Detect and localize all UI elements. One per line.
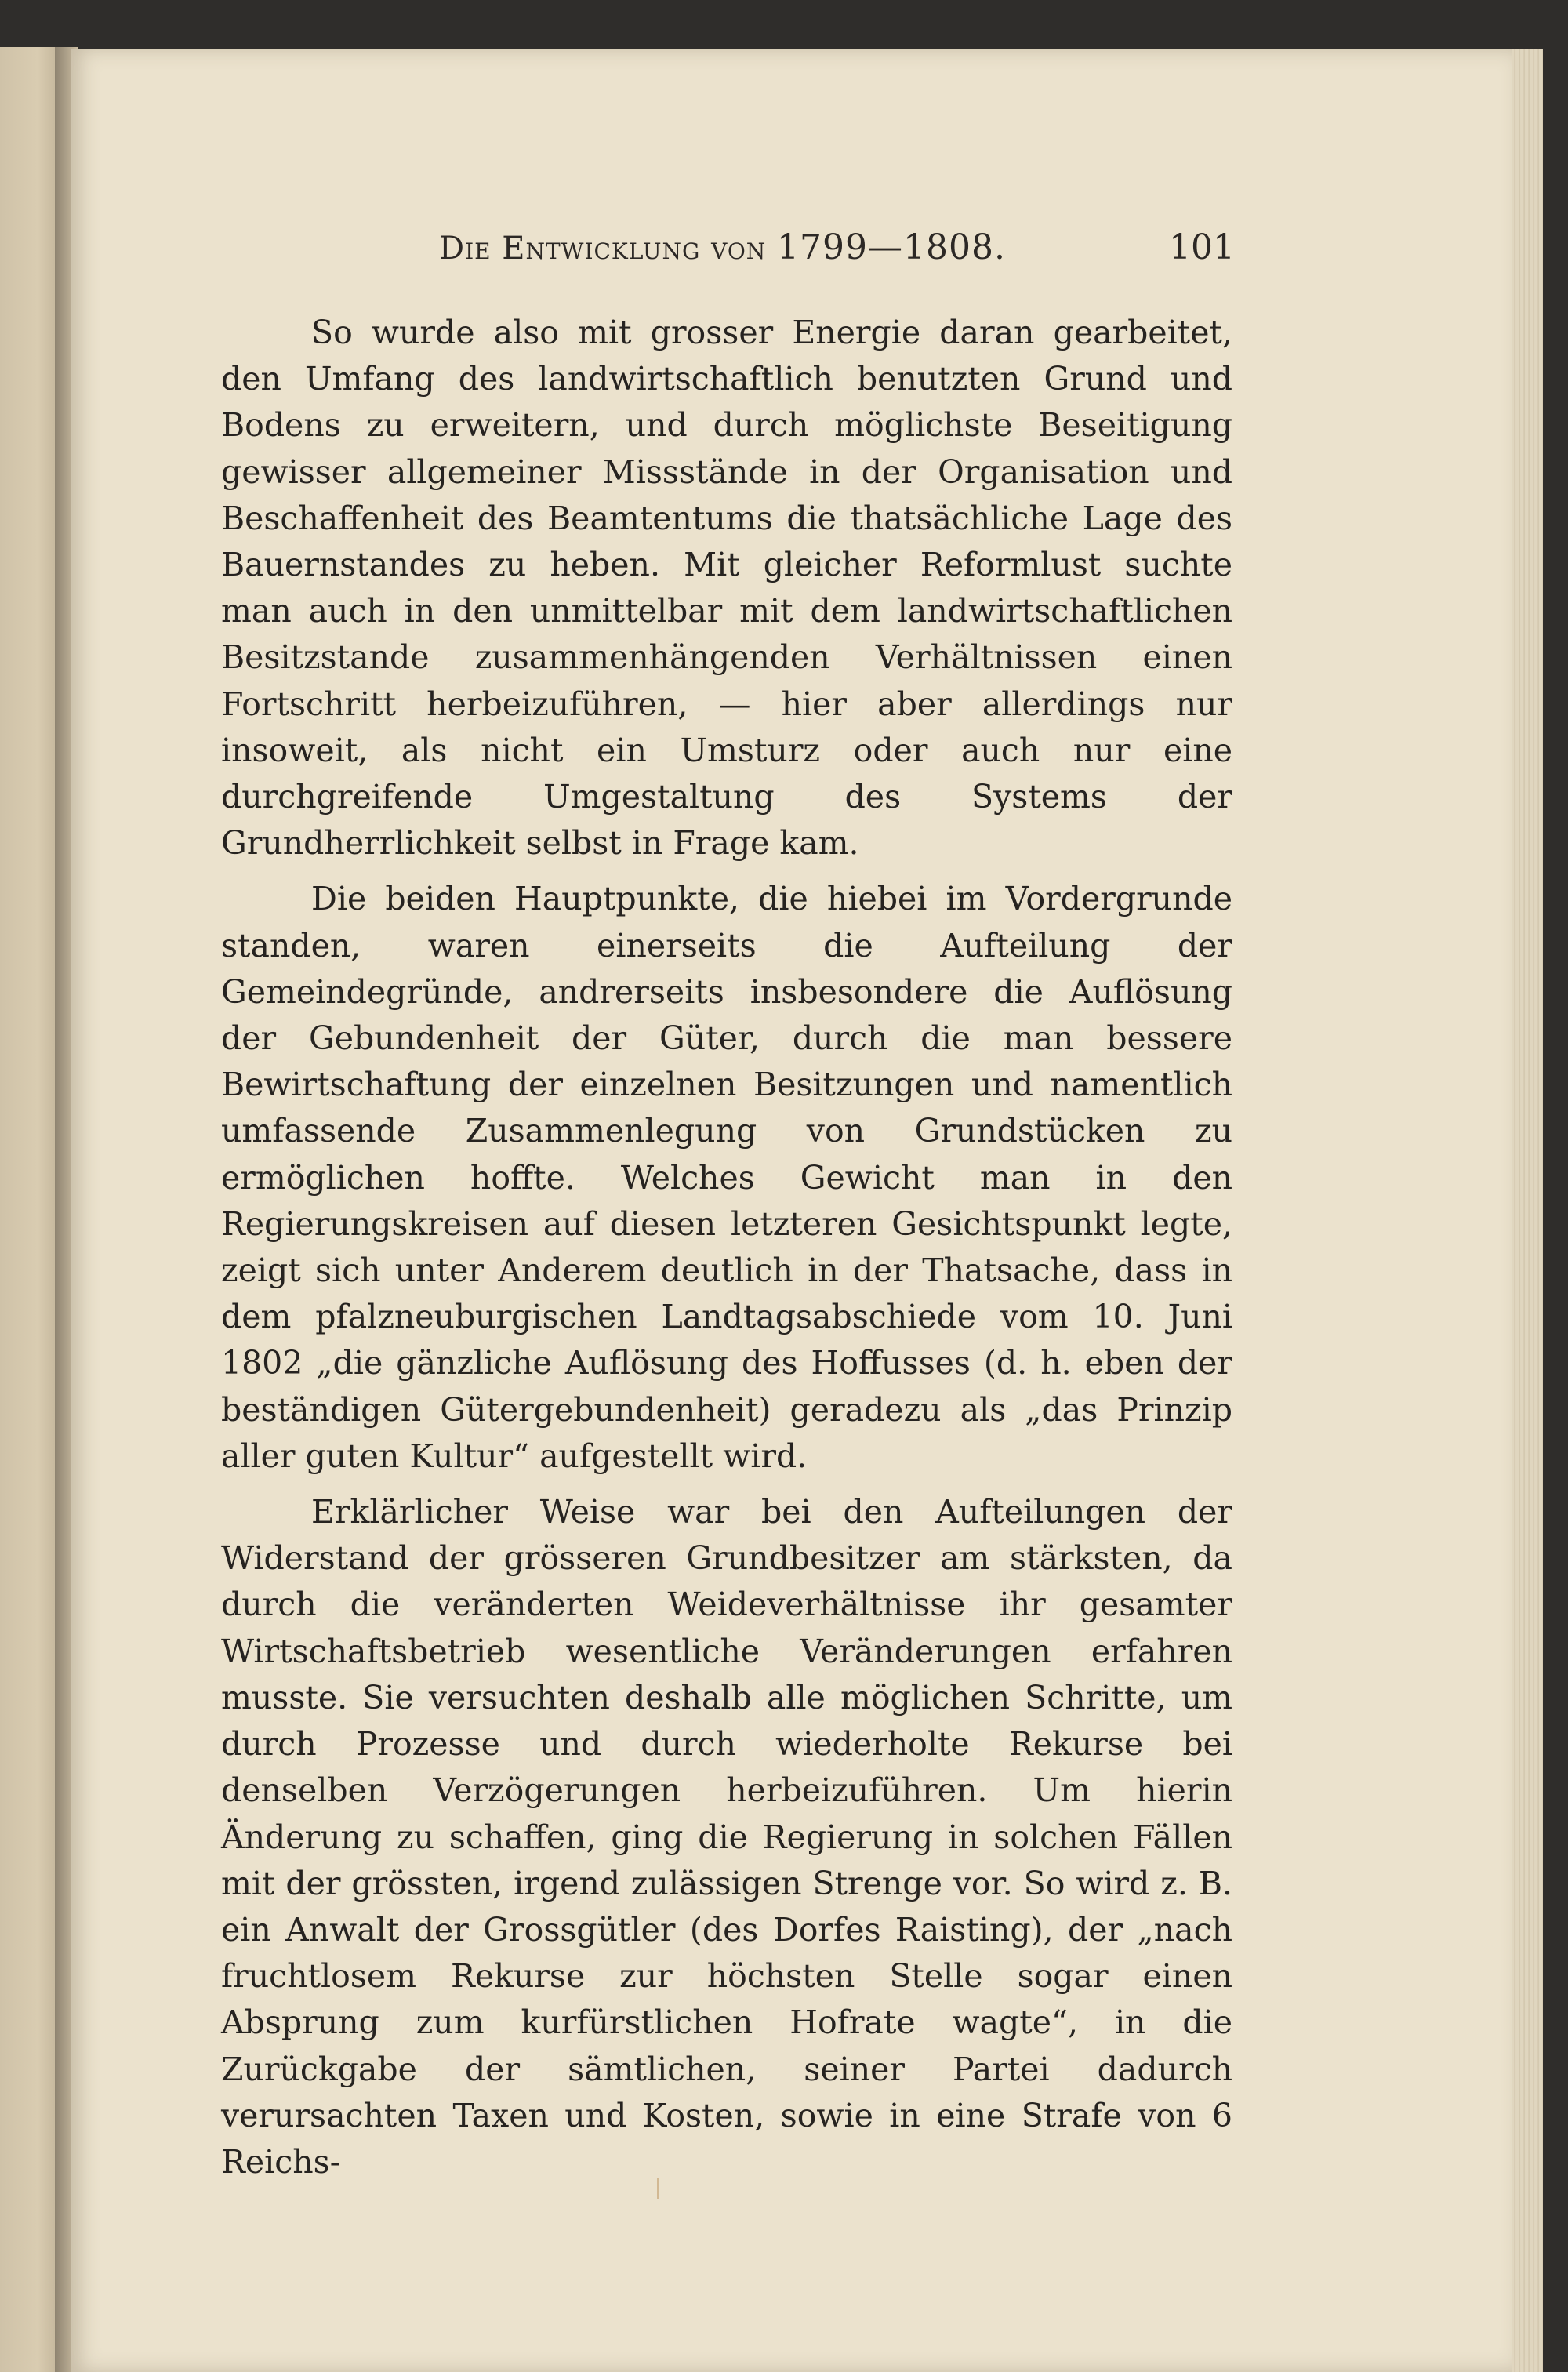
left-page-edge — [0, 47, 63, 2372]
running-title — [439, 227, 1006, 267]
paragraph-1: So wurde also mit grosser Energie daran gearbeitet, den Umfang des landwirtschaftlich benutzten Grund und Bodens zu erweitern, und durch möglichste Beseitigung gewisser allgemeiner Missstände in der Organisation und Beschaffenheit des Beamtentums die thatsächliche Lage des Bauernstandes zu heben. Mit gleicher Reformlust suchte man auch in den unmittelbar mit dem landwirtschaftlichen Besitzstande zusammenhängenden Verhältnissen einen Fortschritt herbeizuführen, — hier aber allerdings nur insoweit, als nicht ein Umsturz oder auch nur eine durchgreifende Umgestaltung des Systems der Grundherrlichkeit selbst in Frage kam. — [221, 314, 1232, 863]
running-title-years: 1799—1808. — [777, 227, 1006, 267]
paper-speck — [657, 2178, 659, 2199]
paragraph-2: Die beiden Hauptpunkte, die hiebei im Vordergrunde standen, waren einerseits die Aufteilung der Gemeindegründe, andrerseits insbesondere die Auflösung der Gebundenheit der Güter, durch die man bessere Bewirtschaftung der einzelnen Besitzungen und namentlich umfassende Zusammenlegung von Grundstücken zu ermöglichen hoffte. Welches Gewicht man in den Regierungskreisen auf diesen letzteren Gesichtspunkt legte, zeigt sich unter Anderem deutlich in der Thatsache, dass in dem pfalzneuburgischen Landtagsabschiede vom 10. Juni 1802 „die gänzliche Auflösung des Hoffusses (d. h. eben der beständigen Gütergebundenheit) geradezu als „das Prinzip aller guten Kultur“ aufgestellt wird. — [221, 880, 1232, 1475]
running-title-text: Die Entwicklung von — [439, 231, 767, 267]
body-text — [221, 310, 1232, 2185]
page-number: 101 — [1169, 227, 1235, 267]
paragraph-3: Erklärlicher Weise war bei den Aufteilungen der Widerstand der grösseren Grundbesitzer am stärksten, da durch die veränderten Weideverhältnisse ihr gesamter Wirtschaftsbetrieb wesentliche Veränderungen erfahren musste. Sie versuchten deshalb alle möglichen Schritte, um durch Prozesse und durch wiederholte Rekurse bei denselben Verzögerungen herbeizuführen. Um hierin Änderung zu schaffen, ging die Regierung in solchen Fällen mit der grössten, irgend zulässigen Strenge vor. So wird z. B. ein Anwalt der Grossgütler (des Dorfes Raisting), der „nach fruchtlosem Rekurse zur höchsten Stelle sogar einen Absprung zum kurfürstlichen Hofrate wagte“, in die Zurückgabe der sämtlichen, seiner Partei dadurch verursachten Taxen und Kosten, sowie in eine Strafe von 6 Reichs- — [221, 1493, 1232, 2181]
page-edges — [1512, 49, 1543, 2372]
